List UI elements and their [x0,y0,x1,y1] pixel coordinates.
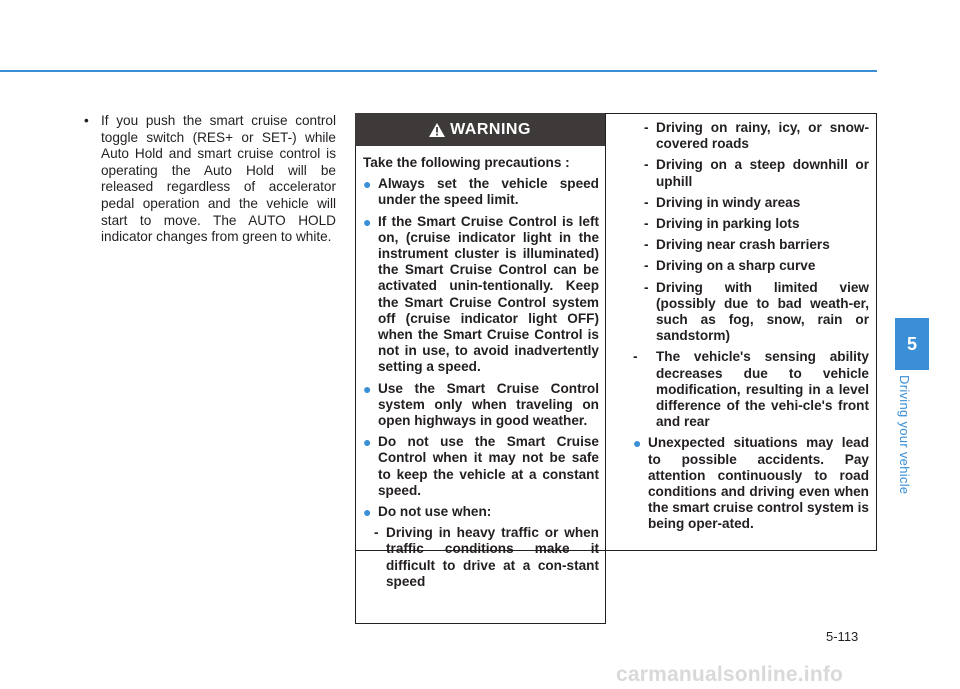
dash-item [633,120,869,152]
bullet-dot-icon: ● [363,380,372,397]
bullet-text: Do not use when: [378,504,492,520]
dash-item [633,258,869,274]
dash-marker: - [633,349,638,365]
bullet-text: Use the Smart Cruise Control system only when traveling on open highways in good weather. [378,380,599,429]
warning-bullet [363,434,599,499]
bullet-dot-icon: ● [363,213,372,230]
dash-marker: - [374,525,379,541]
warning-bullet [363,214,599,376]
dash-item [363,525,599,590]
left-column [84,113,336,246]
dash-marker: - [644,258,649,274]
dash-text: Driving near crash barriers [656,237,830,253]
bullet-text: Always set the vehicle speed under the speed limit. [378,176,599,208]
dash-text: Driving on a steep downhill or uphill [656,157,869,189]
dash-item [633,280,869,345]
dash-text: Driving in heavy traffic or when traffic conditions make it difficult to drive at a con-stant speed [386,525,599,589]
warning-bullet [363,381,599,430]
dash-item [633,349,869,430]
bullet-text: Do not use the Smart Cruise Control when it may not be safe to keep the vehicle at a constant speed. [378,434,599,498]
dash-marker: - [644,216,649,232]
dash-item [633,216,869,232]
bullet-text: If the Smart Cruise Control is left on, (cruise indicator light in the instrument cluster is illuminated) the Smart Cruise Control can be activated unin-tentionally. Keep the Smart Cruise Control system off (cruise indicator light OFF) when the Smart Cruise Control is not in use, to avoid inadvertently setting a speed. [378,213,599,375]
dash-marker: - [644,279,649,295]
page-number: 5-113 [826,629,859,644]
dash-item [633,157,869,189]
dash-text: Driving on a sharp curve [656,258,816,274]
dash-text: Driving with limited view (possibly due to bad weath-er, such as fog, snow, rain or sandstorm) [656,279,869,344]
warning-intro: Take the following precautions : [363,155,570,170]
dash-text: Driving on rainy, icy, or snow-covered roads [656,120,869,152]
footer-watermark: carmanualsonline.info [616,663,844,686]
chapter-tab [895,318,929,370]
dash-text: The vehicle's sensing ability decreases due to vehicle modification, resulting in a level difference of the vehi-cle's front and rear [656,349,869,430]
bullet-dot-icon: ● [363,504,372,521]
dash-marker: - [644,194,649,210]
dash-marker: - [644,157,649,173]
warning-bullet [363,176,599,208]
warning-header [355,113,605,146]
chapter-label-container [898,375,926,515]
warning-column-1 [363,155,599,595]
warning-bullet [363,504,599,520]
bullet-list [84,113,336,246]
chapter-number: 5 [906,333,917,354]
bullet-dot-icon: ● [363,434,372,451]
dash-item [633,237,869,253]
bullet-text: Unexpected situations may lead to possible accidents. Pay attention continuously to road conditions and driving even when the smart cruise control system is being oper-ated. [648,435,869,532]
dash-marker: - [644,120,649,135]
list-item: • If you push the smart cruise control toggle switch (RES+ or SET-) while Auto Hold and smart cruise control is operating the Auto Hold will be released regardless of accelerator pedal operation and the vehicle will start to move. The AUTO HOLD indicator changes from green to white. [84,113,336,246]
warning-triangle-icon [429,123,445,137]
dash-item [633,195,869,211]
chapter-label: Driving your vehicle [897,375,912,495]
warning-title: WARNING [450,120,531,138]
bullet-dot-icon: ● [363,176,372,193]
warning-column-2 [633,120,869,538]
dash-text: Driving in windy areas [656,194,801,210]
warning-bullet [633,435,869,532]
dash-text: Driving in parking lots [656,216,800,232]
dash-marker: - [644,237,649,253]
bullet-dot-icon: ● [633,435,642,452]
top-rule [0,70,877,72]
